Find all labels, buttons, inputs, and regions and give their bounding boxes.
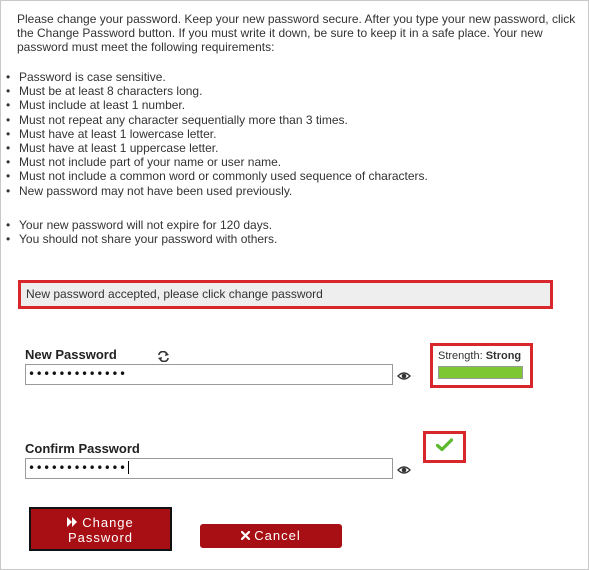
requirement-item: • Password is case sensitive. — [0, 70, 428, 84]
note-item: • Your new password will not expire for 120 days. — [0, 218, 277, 232]
requirement-item: • Must not include a common word or commonly used sequence of characters. — [0, 169, 428, 183]
intro-text: Please change your password. Keep your new password secure. After you type your new password, click the Change Password button. If you must write it down, be sure to keep it in a safe place. Your new password must meet the following requirements: — [17, 12, 576, 54]
requirements-list — [0, 70, 428, 198]
requirement-item: • Must be at least 8 characters long. — [0, 84, 428, 98]
requirement-item: • Must have at least 1 lowercase letter. — [0, 127, 428, 141]
match-indicator — [423, 431, 466, 463]
cancel-label: Cancel — [254, 528, 301, 543]
new-password-label: New Password — [25, 347, 117, 362]
strength-label: Strength: — [438, 350, 483, 362]
confirm-password-input[interactable] — [25, 458, 393, 479]
eye-icon[interactable] — [397, 369, 411, 381]
status-message: New password accepted, please click change password — [18, 280, 553, 309]
new-password-input[interactable] — [25, 364, 393, 385]
cancel-button[interactable] — [200, 524, 342, 548]
change-password-button[interactable] — [29, 507, 172, 551]
strength-meter — [430, 343, 533, 388]
fast-forward-icon — [67, 515, 78, 530]
notes-list — [0, 218, 277, 246]
confirm-password-value: ••••••••••••• — [28, 461, 127, 475]
check-icon — [436, 438, 453, 457]
requirement-item: • Must not include part of your name or user name. — [0, 155, 428, 169]
x-icon — [241, 524, 250, 548]
strength-bar-fill — [439, 367, 522, 378]
eye-icon[interactable] — [397, 463, 411, 475]
note-item: • You should not share your password with others. — [0, 232, 277, 246]
confirm-password-label: Confirm Password — [25, 441, 140, 456]
requirement-item: • New password may not have been used previously. — [0, 184, 428, 198]
requirement-item: • Must have at least 1 uppercase letter. — [0, 141, 428, 155]
requirement-item: • Must include at least 1 number. — [0, 98, 428, 112]
regenerate-icon[interactable] — [157, 349, 170, 360]
new-password-value: ••••••••••••• — [28, 367, 127, 381]
requirement-item: • Must not repeat any character sequentially more than 3 times. — [0, 113, 428, 127]
change-password-label-line1: Change — [82, 515, 134, 530]
change-password-label-line2: Password — [67, 530, 134, 545]
strength-value: Strong — [485, 350, 522, 362]
strength-bar — [438, 366, 523, 379]
text-caret — [128, 461, 129, 474]
